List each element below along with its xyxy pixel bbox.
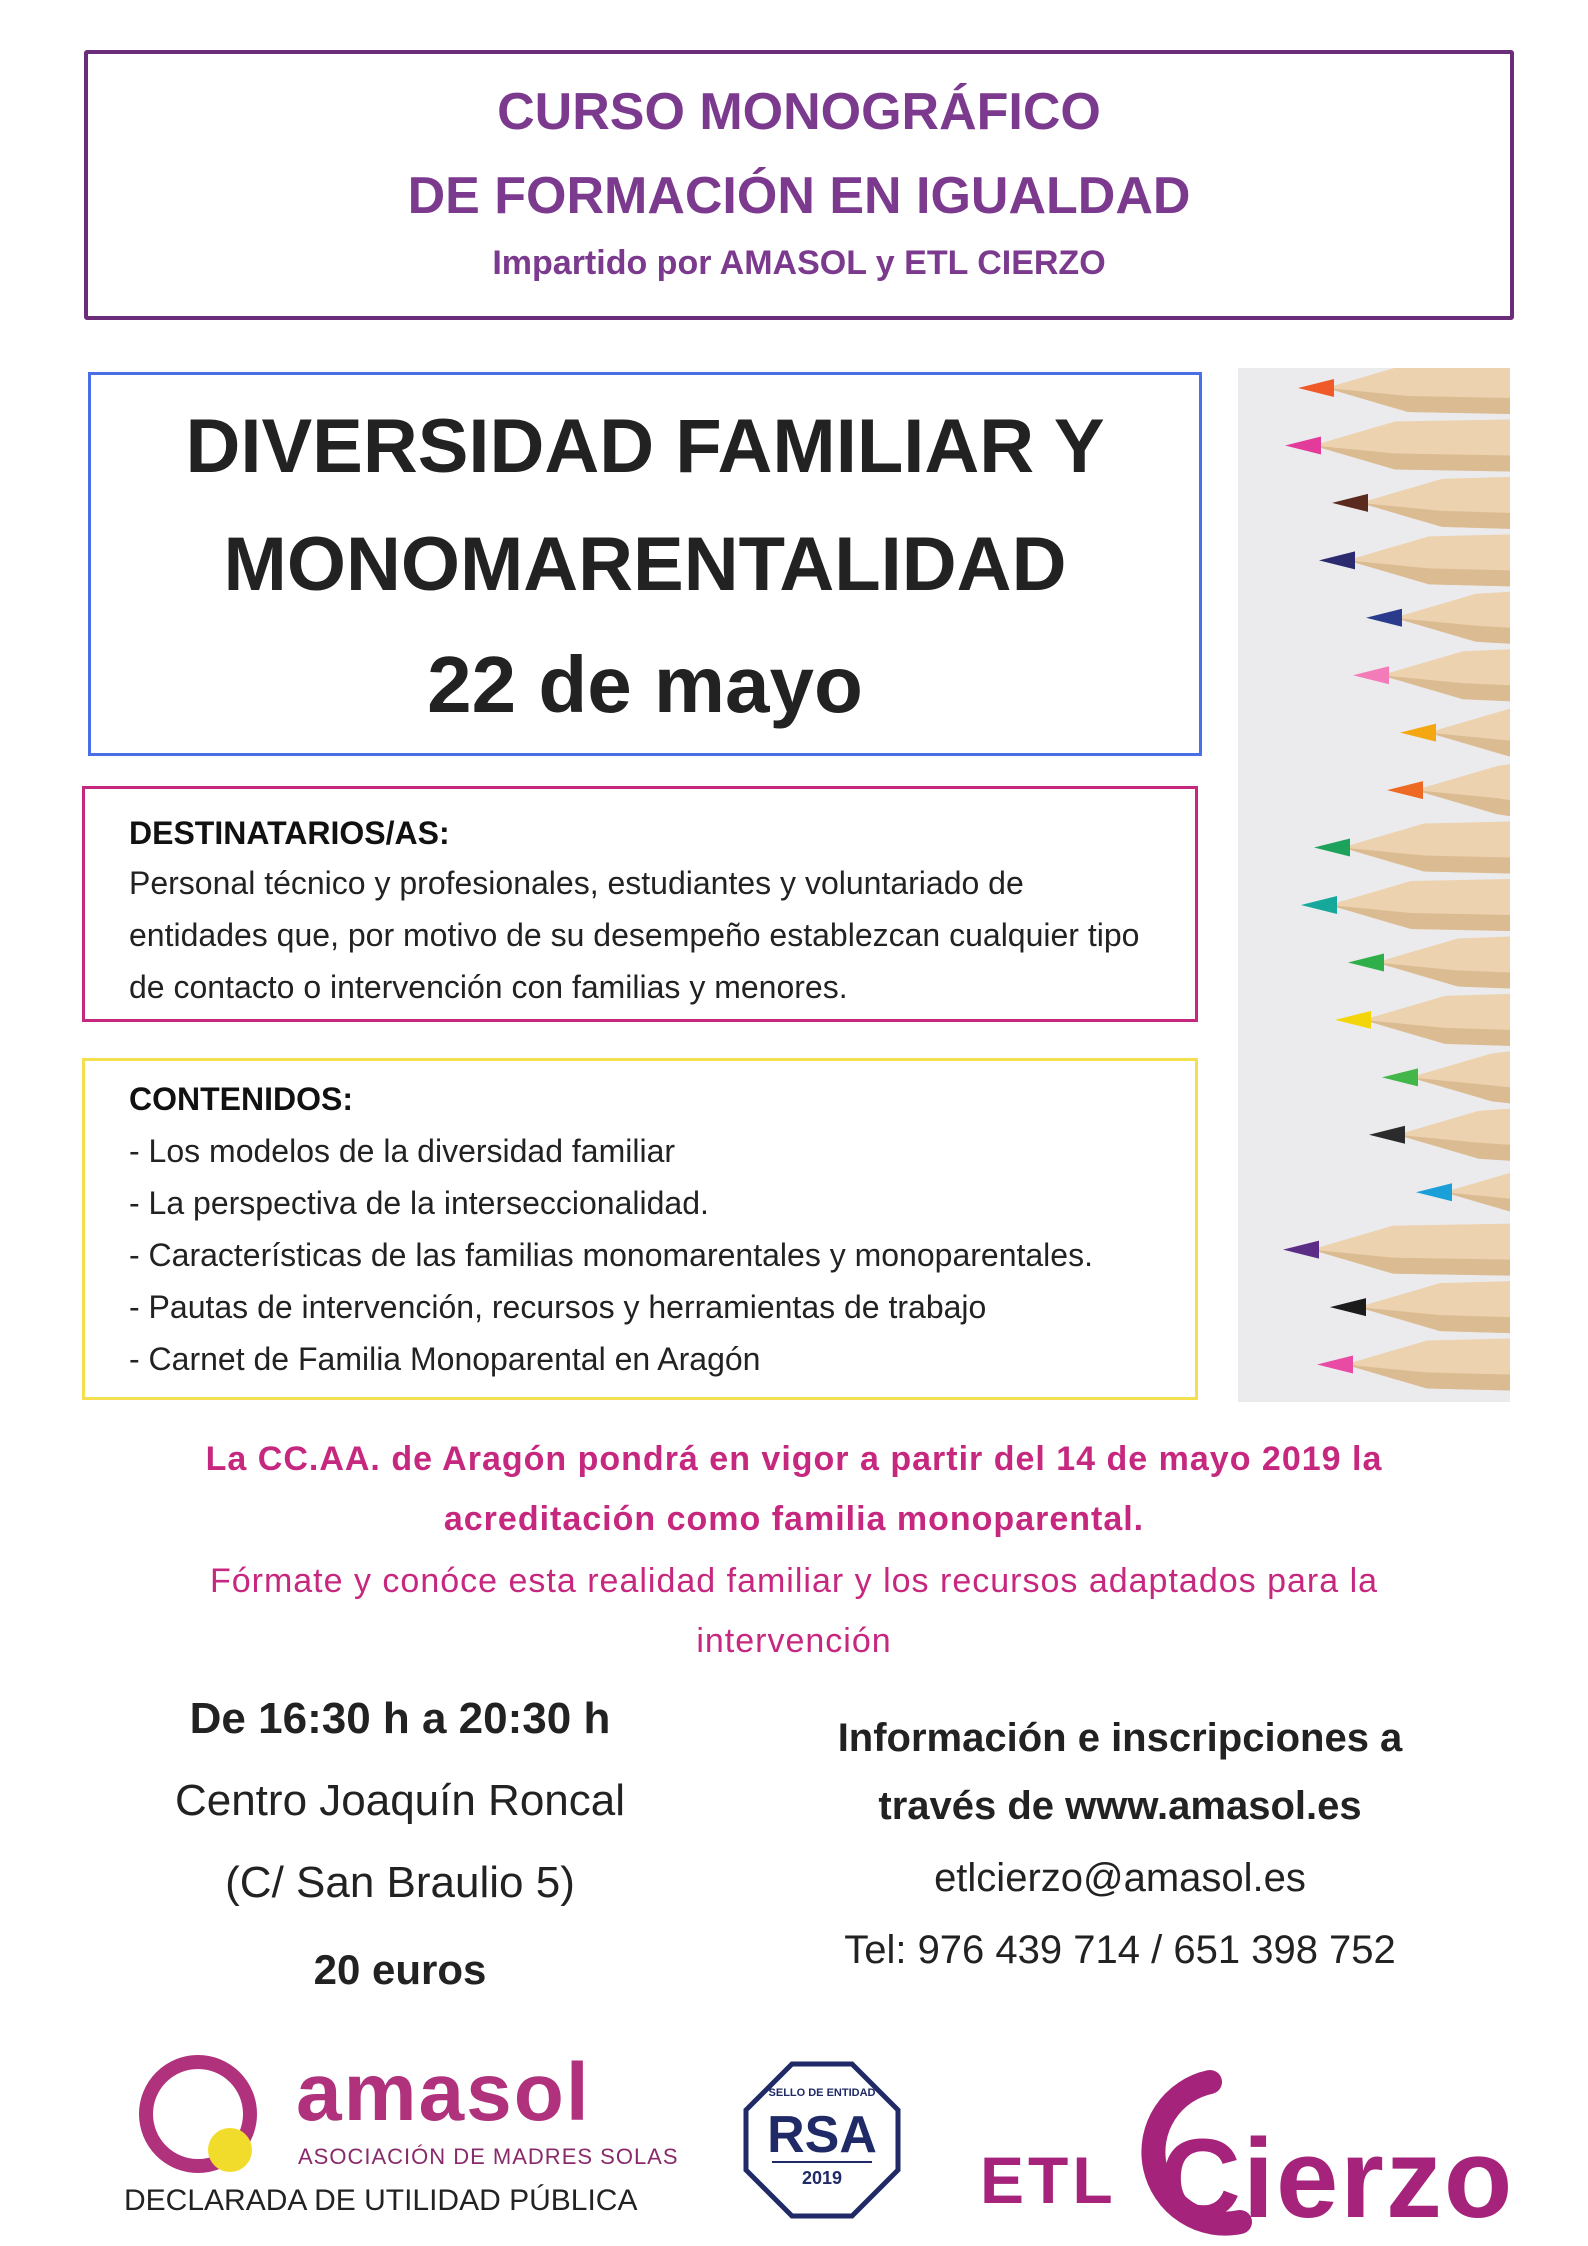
colored-pencils-image <box>1238 368 1510 1402</box>
pencil <box>1314 822 1510 874</box>
amasol-logo <box>124 2047 679 2232</box>
pencil <box>1369 1109 1510 1161</box>
pencil <box>1366 592 1510 644</box>
amasol-declared: DECLARADA DE UTILIDAD PÚBLICA <box>124 2184 638 2217</box>
pencil <box>1283 1224 1510 1276</box>
main-title-line-1: DIVERSIDAD FAMILIAR Y <box>185 404 1105 489</box>
contact-line-1: Información e inscripciones a <box>837 1716 1403 1760</box>
title-box <box>88 372 1202 756</box>
course-title-line-1: CURSO MONOGRÁFICO <box>497 83 1101 141</box>
amasol-wordmark: amasol <box>296 2047 591 2138</box>
recipients-heading: DESTINATARIOS/AS: <box>129 815 450 851</box>
venue-name: Centro Joaquín Roncal <box>174 1776 626 1825</box>
notice-line-2: acreditación como familia monoparental. <box>443 1500 1145 1538</box>
contents-item: - Características de las familias monomarentales y monoparentales. <box>129 1237 1093 1273</box>
cierzo-wordmark: Cierzo <box>1160 2116 1515 2241</box>
colored-pencils-photo <box>1238 368 1510 1402</box>
pencil <box>1285 419 1510 471</box>
venue-address: (C/ San Braulio 5) <box>225 1858 575 1907</box>
etl-text: ETL <box>980 2143 1117 2217</box>
pencil <box>1348 936 1510 988</box>
contents-item: - Carnet de Familia Monoparental en Aragón <box>129 1341 761 1377</box>
pencil <box>1382 1051 1510 1103</box>
notice-line-3: Fórmate y conóce esta realidad familiar y los recursos adaptados para la <box>209 1562 1379 1600</box>
rsa-seal-icon <box>742 2060 902 2220</box>
pencil <box>1416 1166 1510 1218</box>
rsa-top-text: SELLO DE ENTIDAD <box>768 2087 876 2099</box>
pencil <box>1400 707 1510 759</box>
header-box <box>84 50 1514 320</box>
pencil <box>1298 368 1510 414</box>
contents-item: - Los modelos de la diversidad familiar <box>129 1133 676 1169</box>
pencil <box>1335 994 1510 1046</box>
amasol-subtitle: ASOCIACIÓN DE MADRES SOLAS <box>298 2144 679 2169</box>
pencil <box>1353 649 1510 701</box>
course-price: 20 euros <box>313 1946 487 1993</box>
contact-email: etlcierzo@amasol.es <box>934 1856 1306 1900</box>
recipients-text: Personal técnico y profesionales, estudiantes y voluntariado de entidades que, por motivo de su desempeño establezcan cualquier tipo de contacto o intervención con familias y menores. <box>129 865 1140 1005</box>
course-title-line-2: DE FORMACIÓN EN IGUALDAD <box>407 167 1191 225</box>
contents-item: - Pautas de intervención, recursos y herramientas de trabajo <box>129 1289 987 1325</box>
course-organizers: Impartido por AMASOL y ETL CIERZO <box>492 244 1106 282</box>
schedule-time: De 16:30 h a 20:30 h <box>189 1694 611 1743</box>
rsa-mark-text: RSA <box>767 2106 877 2164</box>
contents-heading: CONTENIDOS: <box>129 1081 353 1117</box>
event-date: 22 de mayo <box>427 640 863 729</box>
main-title-line-2: MONOMARENTALIDAD <box>223 522 1067 607</box>
pencil <box>1319 534 1510 586</box>
pencil <box>1332 477 1510 529</box>
recipients-box <box>82 786 1198 1022</box>
notice-line-4: intervención <box>696 1622 892 1660</box>
pencil <box>1387 764 1510 816</box>
rsa-year-text: 2019 <box>801 2168 843 2188</box>
contact-phone: Tel: 976 439 714 / 651 398 752 <box>844 1928 1396 1972</box>
notice-line-1: La CC.AA. de Aragón pondrá en vigor a partir del 14 de mayo 2019 la <box>205 1440 1383 1478</box>
etl-cierzo-logo <box>980 2052 1515 2242</box>
pencil <box>1317 1339 1510 1391</box>
contact-website: través de www.amasol.es <box>878 1784 1362 1828</box>
rsa-seal <box>742 2060 902 2220</box>
contents-box <box>82 1058 1198 1400</box>
contents-item: - La perspectiva de la interseccionalidad. <box>129 1185 709 1221</box>
pencil <box>1301 879 1510 931</box>
pencil <box>1330 1281 1510 1333</box>
